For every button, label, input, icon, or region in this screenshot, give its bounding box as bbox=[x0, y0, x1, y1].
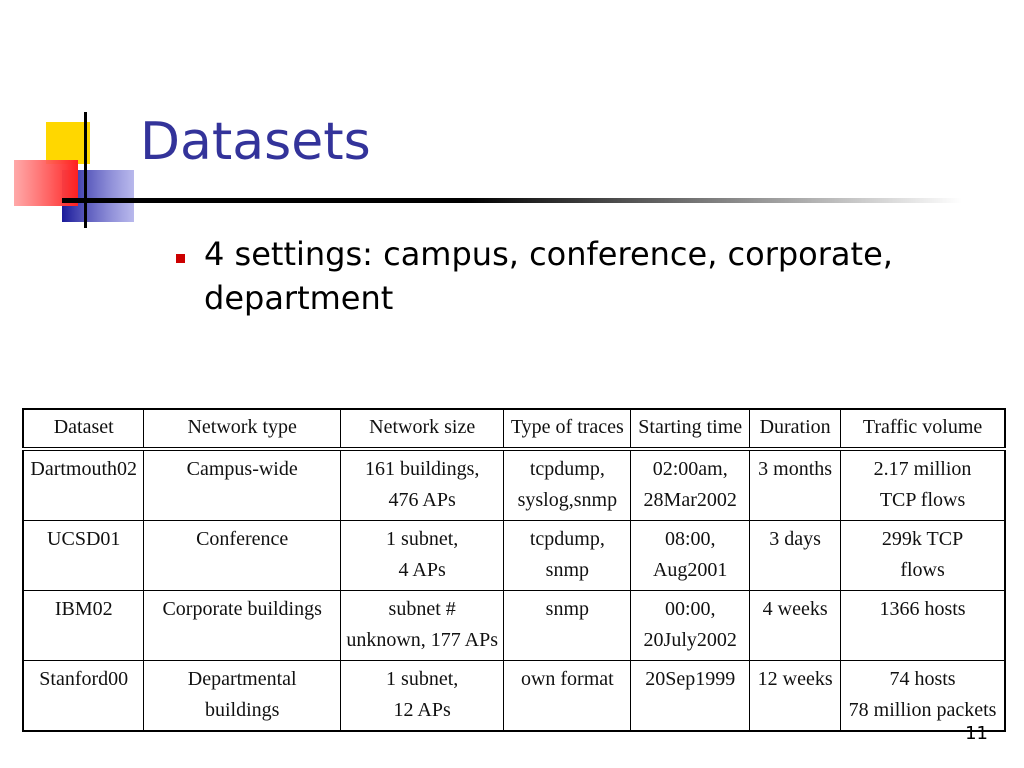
cell-volume: 74 hosts 78 million packets bbox=[841, 661, 1005, 732]
cell-network-size: 1 subnet, 12 APs bbox=[340, 661, 503, 732]
cell-traces: tcpdump, snmp bbox=[504, 521, 631, 591]
cell-duration: 3 months bbox=[750, 449, 841, 521]
cell-start: 02:00am, 28Mar2002 bbox=[631, 449, 750, 521]
table-header-cell: Starting time bbox=[631, 409, 750, 449]
bullet-square-icon bbox=[176, 254, 185, 263]
logo-vertical-bar bbox=[84, 112, 87, 228]
cell-network-type: Campus-wide bbox=[144, 449, 340, 521]
title-underline bbox=[62, 198, 962, 203]
cell-traces: tcpdump, syslog,snmp bbox=[504, 449, 631, 521]
table-header-cell: Dataset bbox=[23, 409, 144, 449]
logo-yellow-square bbox=[46, 122, 90, 164]
cell-dataset: Dartmouth02 bbox=[23, 449, 144, 521]
table-header-cell: Type of traces bbox=[504, 409, 631, 449]
cell-network-size: 161 buildings, 476 APs bbox=[340, 449, 503, 521]
cell-start: 08:00, Aug2001 bbox=[631, 521, 750, 591]
bullet-item bbox=[172, 232, 932, 320]
cell-volume: 2.17 million TCP flows bbox=[841, 449, 1005, 521]
cell-dataset: IBM02 bbox=[23, 591, 144, 661]
table-header-cell: Network type bbox=[144, 409, 340, 449]
cell-network-type: Corporate buildings bbox=[144, 591, 340, 661]
cell-duration: 12 weeks bbox=[750, 661, 841, 732]
cell-traces: own format bbox=[504, 661, 631, 732]
cell-start: 20Sep1999 bbox=[631, 661, 750, 732]
cell-dataset: UCSD01 bbox=[23, 521, 144, 591]
table-row bbox=[23, 449, 1005, 521]
table-header-cell: Traffic volume bbox=[841, 409, 1005, 449]
slide-title: Datasets bbox=[140, 112, 371, 172]
table-row bbox=[23, 521, 1005, 591]
slide-logo bbox=[0, 0, 160, 240]
table-header-row bbox=[23, 409, 1005, 449]
cell-traces: snmp bbox=[504, 591, 631, 661]
table-header-cell: Duration bbox=[750, 409, 841, 449]
cell-network-type: Conference bbox=[144, 521, 340, 591]
cell-dataset: Stanford00 bbox=[23, 661, 144, 732]
cell-network-size: 1 subnet, 4 APs bbox=[340, 521, 503, 591]
cell-volume: 1366 hosts bbox=[841, 591, 1005, 661]
table-row bbox=[23, 661, 1005, 732]
cell-network-size: subnet # unknown, 177 APs bbox=[340, 591, 503, 661]
page-number: 11 bbox=[965, 723, 988, 744]
bullet-text: 4 settings: campus, conference, corporate, department bbox=[204, 235, 893, 317]
cell-volume: 299k TCP flows bbox=[841, 521, 1005, 591]
datasets-table bbox=[22, 408, 1006, 732]
cell-duration: 3 days bbox=[750, 521, 841, 591]
cell-start: 00:00, 20July2002 bbox=[631, 591, 750, 661]
table-header-cell: Network size bbox=[340, 409, 503, 449]
table-row bbox=[23, 591, 1005, 661]
cell-network-type: Departmental buildings bbox=[144, 661, 340, 732]
cell-duration: 4 weeks bbox=[750, 591, 841, 661]
